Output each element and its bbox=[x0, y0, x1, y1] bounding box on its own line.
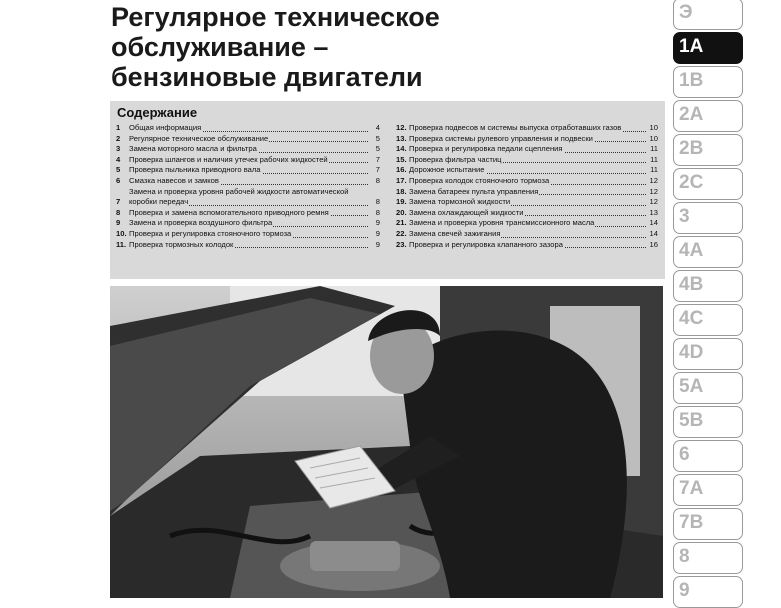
toc-entry-number: 14. bbox=[396, 144, 407, 154]
chapter-tab[interactable] bbox=[673, 440, 743, 472]
toc-entry-number: 19. bbox=[396, 197, 407, 207]
toc-entry-number: 21. bbox=[396, 218, 407, 228]
toc-entry-text: Проверка и регулировка педали сцепления bbox=[409, 144, 563, 154]
toc-entry bbox=[396, 176, 658, 187]
toc-entry-page: 7 bbox=[375, 154, 380, 164]
toc-entry bbox=[116, 144, 380, 155]
chapter-tab-label: 6 bbox=[679, 444, 690, 465]
chapter-tab-label: 7A bbox=[679, 478, 704, 499]
toc-entry-number: 12. bbox=[396, 123, 407, 132]
toc-entry-text: Замена свечей зажигания bbox=[409, 228, 501, 238]
chapter-tab-label: 5B bbox=[679, 410, 704, 431]
toc-entry-text: Замена тормозной жидкости bbox=[409, 197, 511, 207]
chapter-tab[interactable] bbox=[673, 236, 743, 268]
toc-entry-number: 15. bbox=[396, 154, 407, 164]
title-line-1: Регулярное техническое bbox=[111, 2, 440, 32]
chapter-tab[interactable] bbox=[673, 576, 743, 608]
toc-entry-page: 5 bbox=[375, 133, 380, 143]
chapter-tab-label: 5A bbox=[679, 376, 704, 397]
toc-entry-number: 16. bbox=[396, 165, 407, 175]
toc-entry-number: 11. bbox=[116, 239, 127, 249]
toc-entry-text: Общая информация bbox=[129, 123, 202, 132]
toc-entry bbox=[116, 229, 380, 240]
chapter-tab-label: 7B bbox=[679, 512, 704, 533]
chapter-tab[interactable] bbox=[673, 66, 743, 98]
chapter-tab[interactable] bbox=[673, 338, 743, 370]
toc-entry-text: Проверка системы рулевого управления и подвески bbox=[409, 133, 593, 143]
toc-entry-page: 4 bbox=[375, 123, 380, 132]
toc-entry-page: 12 bbox=[649, 175, 658, 185]
toc-entry bbox=[116, 187, 380, 208]
toc-entry-page: 11 bbox=[650, 154, 658, 164]
chapter-tab-label: 4B bbox=[679, 274, 704, 295]
title-line-3: бензиновые двигатели bbox=[111, 62, 423, 92]
toc-entry-text: Проверка и регулировка клапанного зазора bbox=[409, 239, 563, 249]
toc-entry-text: Замена и проверка уровня трансмиссионного масла bbox=[409, 218, 595, 228]
toc-entry bbox=[396, 123, 658, 134]
chapter-tab[interactable] bbox=[673, 270, 743, 302]
toc-entry-page: 7 bbox=[375, 165, 380, 175]
toc-entry-text: Замена и проверка воздушного фильтра bbox=[129, 218, 273, 228]
toc-entry-page: 9 bbox=[375, 239, 380, 249]
toc-entry bbox=[116, 208, 380, 219]
toc-entry bbox=[116, 134, 380, 145]
toc-entry-number: 2 bbox=[116, 133, 121, 143]
toc-entry-page: 10 bbox=[649, 123, 658, 132]
toc-entry-number: 22. bbox=[396, 228, 407, 238]
toc-entry-text: Замена охлаждающей жидкости bbox=[409, 207, 524, 217]
chapter-tab-label: 8 bbox=[679, 546, 690, 567]
page-title bbox=[111, 2, 651, 92]
mechanic-photo bbox=[110, 286, 663, 598]
toc-entry bbox=[116, 155, 380, 166]
chapter-tab[interactable] bbox=[673, 134, 743, 166]
toc-entry-text: Смазка навесов и замков bbox=[129, 175, 219, 185]
chapter-tab[interactable] bbox=[673, 168, 743, 200]
toc-entry-page: 12 bbox=[649, 186, 658, 196]
toc-entry-page: 13 bbox=[649, 207, 658, 217]
toc-entry bbox=[116, 165, 380, 176]
toc-entry-text: Проверка фильтра частиц bbox=[409, 154, 502, 164]
toc-entry-page: 12 bbox=[649, 197, 658, 207]
toc-entry-page: 9 bbox=[375, 218, 380, 228]
chapter-tab[interactable] bbox=[673, 474, 743, 506]
toc-entry-number: 17. bbox=[396, 175, 407, 185]
toc-entry bbox=[116, 240, 380, 251]
toc-entry-number: 4 bbox=[116, 154, 121, 164]
toc-entry-text: Проверка тормозных колодок bbox=[129, 239, 234, 249]
toc-entry-page: 11 bbox=[650, 144, 658, 154]
chapter-tab-label: 2B bbox=[679, 138, 704, 159]
chapter-tab[interactable] bbox=[673, 542, 743, 574]
chapter-tab-label: 2C bbox=[679, 172, 704, 193]
chapter-tab-label: 9 bbox=[679, 580, 690, 601]
chapter-tab-label: 1B bbox=[679, 70, 704, 91]
toc-entry-page: 9 bbox=[375, 228, 380, 238]
toc-entry-number: 3 bbox=[116, 144, 121, 154]
toc-entry bbox=[396, 208, 658, 219]
toc-heading: Содержание bbox=[117, 105, 198, 120]
engine-bay-illustration bbox=[110, 286, 663, 598]
toc-entry-number: 9 bbox=[116, 218, 121, 228]
toc-entry-page: 11 bbox=[650, 165, 658, 175]
toc-entry-number: 18. bbox=[396, 186, 407, 196]
chapter-tab[interactable] bbox=[673, 508, 743, 540]
toc-entry-number: 8 bbox=[116, 207, 121, 217]
toc-entry bbox=[396, 197, 658, 208]
toc-entry bbox=[116, 123, 380, 134]
toc-entry-page: 5 bbox=[375, 144, 380, 154]
chapter-tab-label: 2A bbox=[679, 104, 704, 125]
toc-entry-page: 8 bbox=[375, 197, 380, 207]
toc-entry bbox=[396, 218, 658, 229]
toc-entry-page: 8 bbox=[375, 175, 380, 185]
toc-entry-page: 8 bbox=[375, 207, 380, 217]
toc-entry-page: 10 bbox=[649, 133, 658, 143]
toc-entry bbox=[396, 155, 658, 166]
chapter-tab-label: 4D bbox=[679, 342, 704, 363]
toc-entry-text: Проверка подвесов м системы выпуска отработавших газов bbox=[409, 123, 622, 132]
chapter-tab[interactable] bbox=[673, 372, 743, 404]
chapter-tab-label: 4A bbox=[679, 240, 704, 261]
toc-entry-number: 10. bbox=[116, 228, 127, 238]
toc-column-left bbox=[116, 123, 380, 250]
toc-entry-number: 7 bbox=[116, 197, 121, 207]
toc-entry bbox=[396, 144, 658, 155]
title-line-2: обслуживание – bbox=[111, 32, 329, 62]
chapter-tab[interactable] bbox=[673, 0, 743, 30]
toc-entry-number: 6 bbox=[116, 175, 121, 185]
toc-entry bbox=[396, 187, 658, 198]
toc-entry bbox=[396, 240, 658, 251]
chapter-tab[interactable] bbox=[673, 32, 743, 64]
toc-entry-text: Проверка колодок стояночного тормоза bbox=[409, 175, 550, 185]
chapter-tab-label: 1A bbox=[679, 36, 704, 57]
toc-entry-text: Проверка и замена вспомогательного приводного ремня bbox=[129, 207, 329, 217]
chapter-tab[interactable] bbox=[673, 406, 743, 438]
toc-entry-text: Замена батареек пульта управления bbox=[409, 186, 539, 196]
toc-entry bbox=[116, 176, 380, 187]
toc-entry-number: 5 bbox=[116, 165, 121, 175]
toc-entry-text: Регулярное техническое обслуживание bbox=[129, 133, 269, 143]
toc-entry-text: Проверка пыльника приводного вала bbox=[129, 165, 261, 175]
toc-entry-text: Проверка шлангов и наличия утечек рабочих жидкостей bbox=[129, 154, 328, 164]
chapter-tab-label: Э bbox=[679, 2, 693, 23]
toc-entry bbox=[396, 229, 658, 240]
chapter-tab[interactable] bbox=[673, 202, 743, 234]
toc-entry-text: Замена и проверка уровня рабочей жидкости автоматической коробки передач bbox=[129, 186, 349, 207]
toc-entry-page: 14 bbox=[649, 218, 658, 228]
toc-entry-page: 16 bbox=[649, 239, 658, 249]
toc-entry-number: 20. bbox=[396, 207, 407, 217]
toc-entry-page: 14 bbox=[649, 228, 658, 238]
toc-entry bbox=[396, 165, 658, 176]
chapter-tab-label: 4C bbox=[679, 308, 704, 329]
toc-column-right bbox=[396, 123, 658, 250]
toc-entry-text: Замена моторного масла и фильтра bbox=[129, 144, 257, 154]
table-of-contents bbox=[110, 101, 665, 279]
toc-entry-text: Проверка и регулировка стояночного тормоза bbox=[129, 228, 292, 238]
toc-entry-number: 23. bbox=[396, 239, 407, 249]
toc-entry bbox=[396, 134, 658, 145]
toc-entry bbox=[116, 218, 380, 229]
toc-entry-number: 13. bbox=[396, 133, 407, 143]
chapter-tab[interactable] bbox=[673, 304, 743, 336]
toc-entry-text: Дорожное испытание bbox=[409, 165, 485, 175]
toc-entry-number: 1 bbox=[116, 123, 121, 132]
chapter-tab-label: 3 bbox=[679, 206, 690, 227]
chapter-tab[interactable] bbox=[673, 100, 743, 132]
